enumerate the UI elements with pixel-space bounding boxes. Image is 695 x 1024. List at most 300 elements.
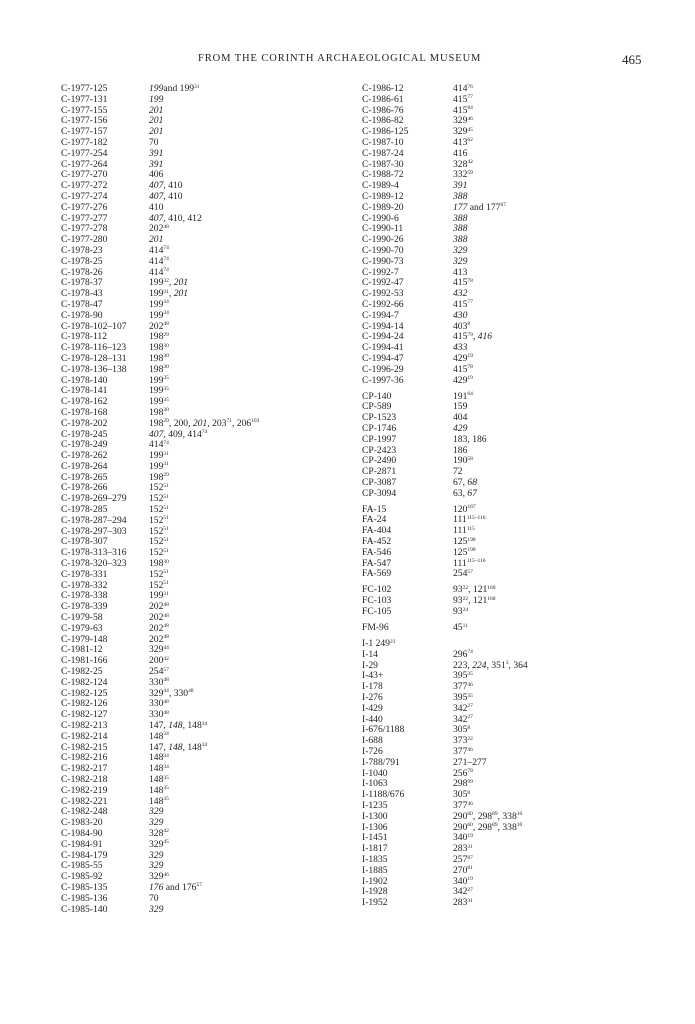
page-reference: $373^{22}$ (453, 735, 473, 747)
entry-label: CP-2423 (362, 444, 397, 456)
page-reference: 433 (453, 342, 468, 354)
page-reference: $199^{31}$, 201 (149, 288, 189, 300)
page-reference: 201 (149, 234, 164, 246)
entry-label: C-1988-72 (362, 169, 404, 181)
page-reference: $414^{74}$ (149, 266, 169, 278)
page-reference: 329 (453, 255, 468, 267)
entry-label: C-1982-214 (61, 730, 108, 742)
page-reference: $256^{78}$ (453, 767, 473, 779)
entry-label: C-1977-254 (61, 147, 108, 159)
entry-label: C-1982-216 (61, 752, 108, 764)
page-reference: 223, 224, $351^3$, 364 (453, 659, 528, 671)
page-reference: 329 (149, 860, 164, 872)
page-reference: 147, 148, $148^{34}$ (149, 741, 208, 753)
entry-label: C-1977-125 (61, 83, 108, 94)
entry-label: C-1977-156 (61, 115, 108, 127)
page-reference: 70 (149, 136, 159, 148)
page-reference: $329^{46}$ (149, 871, 169, 883)
entry-label: C-1978-168 (61, 406, 108, 418)
entry-label: FA-569 (362, 568, 392, 580)
page-reference: $199^{35}$ (149, 396, 169, 408)
page-reference: $191^{64}$ (453, 390, 473, 402)
page-reference: $429^{19}$ (453, 352, 473, 364)
entry-label: I-726 (362, 746, 383, 758)
entry-label: C-1978-141 (61, 385, 108, 397)
entry-label: I-1952 (362, 897, 388, 909)
page-reference: $283^{31}$ (453, 897, 473, 909)
entry-label: C-1977-272 (61, 180, 108, 192)
page-reference: $298^{99}$ (453, 778, 473, 790)
page-reference: $414^{74}$ (149, 244, 169, 256)
index-entry (362, 255, 468, 268)
entry-label: C-1978-102–107 (61, 320, 127, 332)
entry-label: C-1987-30 (362, 158, 404, 170)
entry-label: CP-140 (362, 390, 392, 402)
entry-label: C-1977-264 (61, 158, 108, 170)
page-reference: $93^{24}$ (453, 606, 469, 618)
entry-label: C-1978-313–316 (61, 547, 127, 559)
page-reference: $329^{45}$ (453, 126, 473, 138)
page-reference: 391 (149, 158, 164, 170)
entry-label: C-1994-7 (362, 309, 399, 321)
page-reference: $199^{32}$, 201 (149, 277, 189, 289)
entry-label: I-1188/676 (362, 789, 405, 801)
entry-label: I-1902 (362, 875, 388, 887)
page-reference: $296^{74}$ (453, 648, 473, 660)
entry-label: I-1300 (362, 810, 388, 822)
entry-label: C-1982-248 (61, 806, 108, 818)
entry-label: CP-2871 (362, 466, 397, 478)
entry-label: C-1997-36 (362, 374, 404, 386)
entry-label: FA-452 (362, 536, 392, 548)
entry-label: C-1978-23 (61, 244, 103, 256)
page-reference: 413 (453, 266, 468, 278)
page-reference: $120^{167}$ (453, 503, 476, 515)
entry-label: C-1989-4 (362, 180, 399, 192)
page-reference: $377^{46}$ (453, 681, 473, 693)
page-reference: 404 (453, 412, 468, 424)
entry-label: C-1986-125 (362, 126, 409, 138)
entry-label: FA-404 (362, 525, 392, 537)
entry-label: C-1990-70 (362, 244, 404, 256)
index-entry (362, 201, 506, 214)
page-reference: $254^{57}$ (149, 666, 169, 678)
page-reference: 159 (453, 401, 468, 413)
index-entry (362, 93, 473, 106)
entry-label: C-1978-332 (61, 579, 108, 591)
entry-label: I-440 (362, 713, 383, 725)
page-reference: $200^{42}$ (149, 655, 169, 667)
entry-label: CP-1746 (362, 422, 397, 434)
entry-label: C-1978-264 (61, 460, 108, 472)
entry-label: C-1978-269–279 (61, 493, 127, 505)
entry-label: C-1985-92 (61, 871, 103, 883)
page-reference: $415^{77}$ (453, 298, 473, 310)
entry-label: I-429 (362, 702, 383, 714)
page-reference: $329^{46}$ (453, 115, 473, 127)
index-entry (362, 810, 523, 823)
entry-label: C-1978-26 (61, 266, 103, 278)
entry-label: C-1987-10 (362, 136, 404, 148)
page-reference: $342^{27}$ (453, 702, 473, 714)
page-reference: 410 (149, 201, 164, 213)
entry-label: C-1978-202 (61, 417, 108, 429)
entry-label: C-1977-182 (61, 136, 108, 148)
entry-label: C-1979-63 (61, 622, 103, 634)
entry-label: I-1 $249^{23}$ (362, 638, 396, 650)
entry-label: C-1978-47 (61, 298, 103, 310)
page-reference: 199and $199^{31}$ (149, 83, 200, 94)
entry-label: I-1235 (362, 800, 388, 812)
page-reference: 186 (453, 444, 468, 456)
page-reference: $202^{48}$ (149, 601, 169, 613)
entry-label: I-276 (362, 692, 383, 704)
page-reference: $199^{31}$ (149, 450, 169, 462)
page-reference: 407, 410, 412 (149, 212, 202, 224)
entry-label: C-1977-131 (61, 93, 108, 105)
entry-label: FA-24 (362, 514, 387, 526)
page-reference: 72 (453, 466, 463, 478)
page-reference: $148^{34}$ (149, 752, 169, 764)
entry-label: C-1982-127 (61, 709, 108, 721)
entry-label: C-1989-20 (362, 201, 404, 213)
page-reference: 391 (453, 180, 468, 192)
entry-label: C-1986-12 (362, 83, 404, 94)
index-column-right (362, 83, 528, 909)
entry-label: C-1994-47 (362, 352, 404, 364)
entry-label: I-43+ (362, 670, 384, 682)
entry-label: C-1982-124 (61, 676, 108, 688)
page-reference: 407, 409, $414^{74}$ (149, 428, 208, 440)
page-reference: $342^{27}$ (453, 886, 473, 898)
page-reference: $414^{74}$ (149, 255, 169, 267)
page-reference: $202^{48}$ (149, 320, 169, 332)
page-reference: $413^{62}$ (453, 136, 473, 148)
entry-label: C-1978-116–123 (61, 342, 127, 354)
page-reference: $328^{42}$ (149, 827, 169, 839)
entry-label: C-1992-47 (362, 277, 404, 289)
entry-label: C-1978-339 (61, 601, 108, 613)
page-reference: $377^{46}$ (453, 800, 473, 812)
entry-label: C-1979-148 (61, 633, 108, 645)
page-reference: 201 (149, 126, 164, 138)
entry-label: C-1978-338 (61, 590, 108, 602)
page-reference: $199^{31}$ (149, 460, 169, 472)
entry-label: C-1977-274 (61, 190, 108, 202)
entry-label: CP-1997 (362, 433, 397, 445)
entry-label: I-1835 (362, 854, 388, 865)
page-reference: 199 (149, 93, 164, 105)
entry-label: C-1978-285 (61, 504, 108, 516)
page-reference: 70 (149, 892, 159, 904)
entry-label: C-1981-166 (61, 655, 108, 667)
page-reference: 176 and $176^{57}$ (149, 881, 202, 893)
page-reference: $198^{30}$ (149, 406, 169, 418)
page-reference: 201 (149, 104, 164, 116)
entry-label: C-1987-24 (362, 147, 404, 159)
page-reference: $93^{22}$, $121^{168}$ (453, 595, 496, 607)
page-reference: $202^{48}$ (149, 633, 169, 645)
index-entry (362, 606, 469, 623)
entry-label: CP-3087 (362, 476, 397, 488)
page-reference: $415^{79}$, 416 (453, 331, 493, 343)
index-entry (362, 622, 468, 639)
page-reference: $332^{59}$ (453, 169, 473, 181)
page-reference: 67, 68 (453, 476, 477, 488)
page-reference: $340^{19}$ (453, 832, 473, 844)
page-reference: $403^8$ (453, 320, 471, 332)
entry-label: C-1994-14 (362, 320, 404, 332)
entry-label: C-1982-25 (61, 666, 103, 678)
entry-label: I-1817 (362, 843, 388, 855)
page-reference: $152^{51}$ (149, 493, 169, 505)
page-reference: 329 (149, 817, 164, 829)
page-reference: $148^{35}$ (149, 784, 169, 796)
entry-label: I-1451 (362, 832, 388, 844)
page-reference: 271–277 (453, 756, 487, 768)
entry-label: C-1977-155 (61, 104, 108, 116)
index-entry (362, 309, 468, 322)
index-entry (362, 363, 473, 376)
index-entry (362, 374, 473, 392)
index-entry (362, 433, 487, 446)
index-entry (362, 487, 477, 505)
page-number: 465 (622, 52, 642, 67)
page-reference: 429 (453, 422, 468, 434)
page-reference: $152^{51}$ (149, 514, 169, 526)
page-reference: $329^{44}$ (149, 644, 169, 656)
entry-label: FC-103 (362, 595, 392, 607)
page-reference: $340^{19}$ (453, 875, 473, 887)
entry-label: C-1978-25 (61, 255, 103, 267)
entry-label: C-1977-277 (61, 212, 108, 224)
entry-label: C-1982-218 (61, 774, 108, 785)
page-reference: $305^8$ (453, 724, 471, 736)
entry-label: C-1977-280 (61, 234, 108, 246)
page-reference: $45^{11}$ (453, 622, 468, 634)
entry-label: C-1990-6 (362, 212, 399, 224)
page-reference: $152^{51}$ (149, 482, 169, 494)
page-reference: $377^{46}$ (453, 746, 473, 758)
entry-label: C-1984-179 (61, 849, 108, 861)
entry-label: I-1040 (362, 767, 388, 779)
entry-label: C-1981-12 (61, 644, 103, 656)
page-reference: 111$^{115-116}$ (453, 514, 486, 526)
entry-label: C-1978-265 (61, 471, 108, 483)
entry-label: FC-102 (362, 584, 392, 596)
page-reference: $414^{74}$ (149, 439, 169, 451)
page-reference: $257^{87}$ (453, 854, 473, 865)
entry-label: CP-1523 (362, 412, 397, 424)
page-reference: 388 (453, 212, 468, 224)
page-reference: 329 (149, 806, 164, 818)
entry-label: C-1977-157 (61, 126, 108, 138)
page-reference: $152^{51}$ (149, 525, 169, 537)
entry-label: I-1885 (362, 864, 388, 876)
page-reference: $199^{35}$ (149, 374, 169, 386)
entry-label: C-1992-66 (362, 298, 404, 310)
entry-label: C-1977-276 (61, 201, 108, 213)
entry-label: C-1978-43 (61, 288, 103, 300)
entry-label: C-1986-61 (362, 93, 404, 105)
entry-label: C-1990-26 (362, 234, 404, 246)
entry-label: I-676/1188 (362, 724, 405, 736)
entry-label: CP-2490 (362, 455, 397, 467)
page-reference: 329 (149, 849, 164, 861)
entry-label: C-1990-73 (362, 255, 404, 267)
entry-label: I-688 (362, 735, 383, 747)
page-reference: $415^{78}$ (453, 277, 473, 289)
page-reference: $198^{29}$ (149, 471, 169, 483)
entry-label: C-1985-136 (61, 892, 108, 904)
page-reference: $202^{48}$ (149, 223, 169, 235)
running-header (0, 53, 695, 69)
entry-label: C-1978-140 (61, 374, 108, 386)
page-reference: $415^{84}$ (453, 104, 473, 116)
entry-label: C-1982-125 (61, 687, 108, 699)
page-reference: 407, 410 (149, 180, 183, 192)
entry-label: C-1994-24 (362, 331, 404, 343)
index-entry (362, 864, 473, 877)
entry-label: C-1978-297–303 (61, 525, 127, 537)
index-entry (362, 756, 487, 769)
index-entry (362, 897, 473, 909)
page-reference: $198^{30}$ (149, 342, 169, 354)
entry-label: C-1977-278 (61, 223, 108, 235)
page-reference: 416 (453, 147, 468, 159)
entry-label: C-1982-219 (61, 784, 108, 796)
entry-label: I-29 (362, 659, 378, 671)
entry-label: C-1978-249 (61, 439, 108, 451)
page-reference: $152^{51}$ (149, 504, 169, 516)
entry-label: C-1989-12 (362, 190, 404, 202)
page-reference: $330^{48}$ (149, 709, 169, 721)
entry-label: C-1978-320–323 (61, 558, 127, 570)
page-reference: $199^{34}$ (149, 309, 169, 321)
page-reference: $415^{78}$ (453, 363, 473, 375)
page-reference: $152^{51}$ (149, 579, 169, 591)
page-reference: $198^{30}$ (149, 363, 169, 375)
page-reference: $148^{35}$ (149, 795, 169, 807)
page-reference: $199^{34}$ (149, 298, 169, 310)
page-reference: $93^{22}$, $121^{168}$ (453, 584, 496, 596)
page-reference: $148^{34}$ (149, 730, 169, 742)
entry-label: I-14 (362, 648, 378, 660)
page-reference: 391 (149, 147, 164, 159)
page-reference: 432 (453, 288, 468, 300)
page-reference: 388 (453, 234, 468, 246)
page-reference: 407, 410 (149, 190, 183, 202)
page-reference: $199^{31}$ (149, 590, 169, 602)
entry-label: C-1984-91 (61, 838, 103, 850)
page-reference: $290^{60}$, $298^{89}$, $338^{10}$ (453, 821, 523, 833)
page-reference: $125^{198}$ (453, 536, 476, 548)
entry-label: C-1978-37 (61, 277, 103, 289)
entry-label: C-1996-29 (362, 363, 404, 375)
page-reference: $199^{35}$ (149, 385, 169, 397)
entry-label: C-1978-262 (61, 450, 108, 462)
entry-label: C-1982-221 (61, 795, 108, 807)
page-reference: $152^{51}$ (149, 547, 169, 559)
page-reference: $202^{48}$ (149, 612, 169, 624)
entry-label: I-178 (362, 681, 383, 693)
entry-label: C-1982-215 (61, 741, 108, 753)
entry-label: CP-3094 (362, 487, 397, 499)
entry-label: C-1986-76 (362, 104, 404, 116)
page-reference: $198^{29}$, 200, 201, $203^{71}$, $206^{103}$ (149, 417, 260, 429)
page-reference: 201 (149, 115, 164, 127)
entry-label: C-1977-270 (61, 169, 108, 181)
page-reference: $125^{198}$ (453, 546, 476, 558)
entry-label: C-1978-266 (61, 482, 108, 494)
page-reference: 63, 67 (453, 487, 477, 499)
page-reference: 111$^{115-116}$ (453, 557, 486, 569)
entry-label: I-1928 (362, 886, 388, 898)
entry-label: C-1986-82 (362, 115, 404, 127)
page-reference: $414^{76}$ (453, 83, 473, 94)
page-reference: $198^{30}$ (149, 558, 169, 570)
page-reference: $328^{42}$ (453, 158, 473, 170)
page-reference: $283^{31}$ (453, 843, 473, 855)
entry-label: C-1978-245 (61, 428, 108, 440)
entry-label: C-1985-135 (61, 881, 108, 893)
page-reference: 177 and $177^{67}$ (453, 201, 506, 213)
page-reference: $202^{48}$ (149, 622, 169, 634)
entry-label: C-1978-307 (61, 536, 108, 548)
page-reference: $152^{51}$ (149, 568, 169, 580)
entry-label: C-1979-58 (61, 612, 103, 624)
entry-label: C-1982-217 (61, 763, 108, 775)
page-reference: $415^{77}$ (453, 93, 473, 105)
page-reference: $329^{44}$, $330^{48}$ (149, 687, 194, 699)
entry-label: FM-96 (362, 622, 389, 634)
entry-label: C-1982-213 (61, 720, 108, 732)
entry-label: FA-15 (362, 503, 387, 515)
page-reference: 430 (453, 309, 468, 321)
page-reference: $330^{48}$ (149, 698, 169, 710)
index-entry (362, 147, 468, 160)
entry-label: C-1982-126 (61, 698, 108, 710)
page-reference: $290^{60}$, $298^{89}$, $338^{10}$ (453, 810, 523, 822)
entry-label: FC-105 (362, 606, 392, 618)
entry-label: FA-546 (362, 546, 392, 558)
page-reference: $395^{35}$ (453, 692, 473, 704)
page-reference: $395^{35}$ (453, 670, 473, 682)
entry-label: C-1978-136–138 (61, 363, 127, 375)
page-reference: $152^{51}$ (149, 536, 169, 548)
entry-label: C-1992-53 (362, 288, 404, 300)
entry-label: C-1978-90 (61, 309, 103, 321)
entry-label: C-1994-41 (362, 342, 404, 354)
page-reference: 183, 186 (453, 433, 487, 445)
entry-label: C-1978-112 (61, 331, 108, 343)
page-reference: $198^{30}$ (149, 352, 169, 364)
entry-label: C-1978-128–131 (61, 352, 127, 364)
page-reference: 147, 148, $148^{34}$ (149, 720, 208, 732)
page-reference: 329 (149, 903, 164, 915)
page-reference: $254^{57}$ (453, 568, 473, 580)
page-reference: 329 (453, 244, 468, 256)
entry-label: I-1306 (362, 821, 388, 833)
page-reference: $305^8$ (453, 789, 471, 801)
entry-label: C-1983-20 (61, 817, 103, 829)
entry-label: C-1984-90 (61, 827, 103, 839)
entry-label: CP-589 (362, 401, 392, 413)
entry-label: C-1978-162 (61, 396, 108, 408)
page-reference: $190^{58}$ (453, 455, 473, 467)
page-reference: $342^{27}$ (453, 713, 473, 725)
page-reference: $111^{115}$ (453, 525, 475, 537)
